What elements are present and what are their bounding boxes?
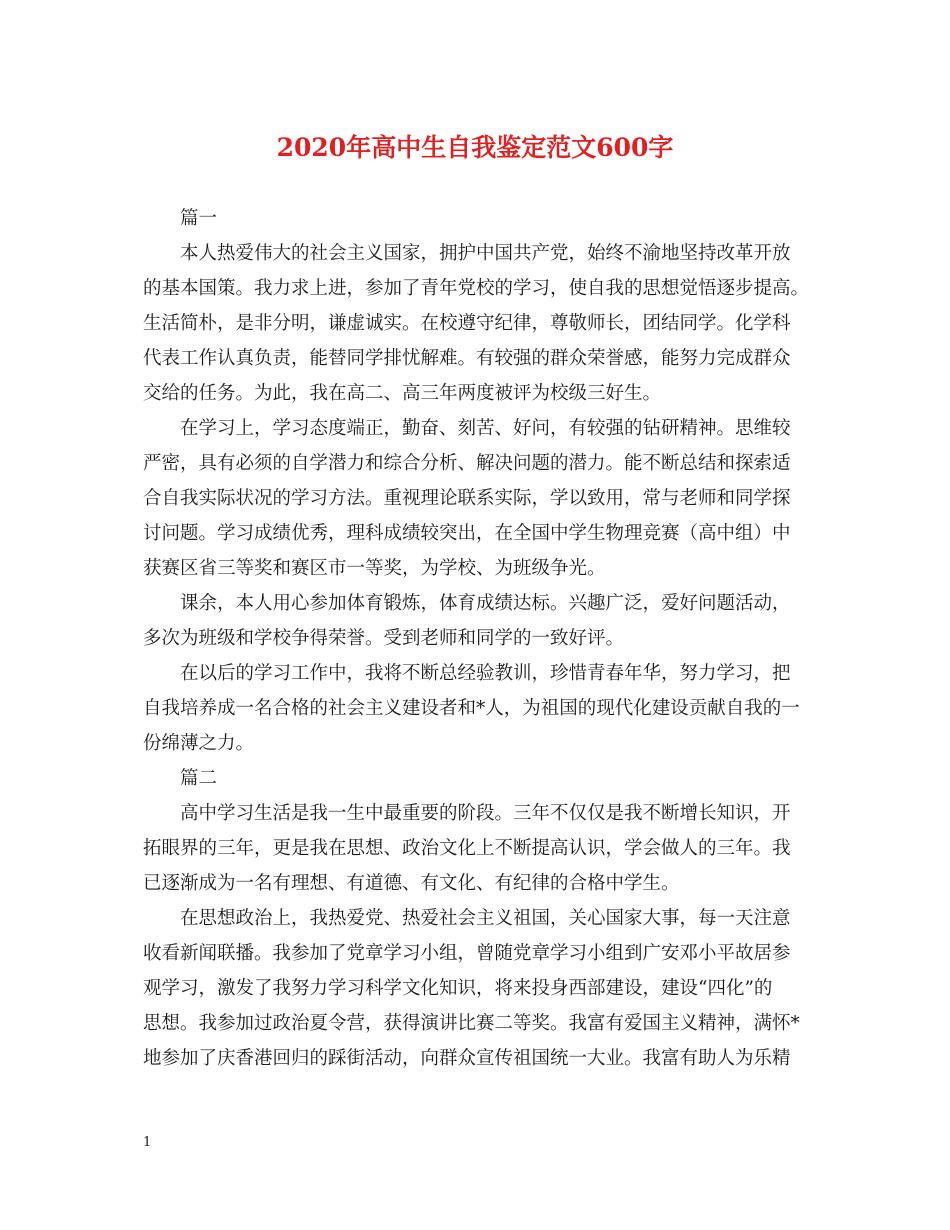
text-line: 获赛区省三等奖和赛区市一等奖，为学校、为班级争光。 — [143, 558, 606, 579]
text-line: 多次为班级和学校争得荣誉。受到老师和同学的一致好评。 — [143, 628, 625, 649]
text-line: 份绵薄之力。 — [143, 733, 255, 754]
text-line: 在思想政治上，我热爱党、热爱社会主义祖国，关心国家大事，每一天注意 — [180, 908, 791, 929]
text-line: 拓眼界的三年，更是我在思想、政治文化上不断提高认识，学会做人的三年。我 — [143, 838, 791, 859]
text-line: 地参加了庆香港回归的踩街活动，向群众宣传祖国统一大业。我富有助人为乐精 — [143, 1048, 791, 1069]
text-line: 高中学习生活是我一生中最重要的阶段。三年不仅仅是我不断增长知识，开 — [180, 803, 791, 824]
text-line: 已逐渐成为一名有理想、有道德、有文化、有纪律的合格中学生。 — [143, 873, 680, 894]
text-line: 自我培养成一名合格的社会主义建设者和*人，为祖国的现代化建设贡献自我的一 — [143, 698, 800, 719]
text-line: 思想。我参加过政治夏令营，获得演讲比赛二等奖。我富有爱国主义精神，满怀* — [143, 1013, 800, 1034]
text-line: 严密，具有必须的自学潜力和综合分析、解决问题的潜力。能不断总结和探索适 — [143, 453, 791, 474]
document-title: 2020年高中生自我鉴定范文600字 — [276, 133, 674, 162]
text-line: 代表工作认真负责，能替同学排忧解难。有较强的群众荣誉感，能努力完成群众 — [143, 348, 791, 369]
text-line: 的基本国策。我力求上进，参加了青年党校的学习，使自我的思想觉悟逐步提高。 — [143, 278, 810, 299]
text-line: 合自我实际状况的学习方法。重视理论联系实际，学以致用，常与老师和同学探 — [143, 488, 791, 509]
text-line: 收看新闻联播。我参加了党章学习小组，曾随党章学习小组到广安邓小平故居参 — [143, 943, 791, 964]
text-line: 篇一 — [180, 208, 218, 229]
document-body — [143, 201, 818, 1076]
text-line: 讨问题。学习成绩优秀，理科成绩较突出，在全国中学生物理竞赛（高中组）中 — [143, 523, 791, 544]
text-line: 课余，本人用心参加体育锻炼，体育成绩达标。兴趣广泛，爱好问题活动， — [180, 593, 791, 614]
text-line: 交给的任务。为此，我在高二、高三年两度被评为校级三好生。 — [143, 383, 662, 404]
text-line: 观学习，激发了我努力学习科学文化知识，将来投身西部建设，建设“四化”的 — [143, 978, 773, 999]
text-line: 本人热爱伟大的社会主义国家，拥护中国共产党，始终不渝地坚持改革开放 — [180, 243, 791, 264]
text-line: 在学习上，学习态度端正，勤奋、刻苦、好问，有较强的钻研精神。思维较 — [180, 418, 791, 439]
text-line: 篇二 — [180, 768, 218, 789]
page-number: 1 — [143, 1135, 152, 1150]
text-line: 生活简朴，是非分明，谦虚诚实。在校遵守纪律，尊敬师长，团结同学。化学科 — [143, 313, 791, 334]
text-line: 在以后的学习工作中，我将不断总经验教训，珍惜青春年华，努力学习，把 — [180, 663, 791, 684]
